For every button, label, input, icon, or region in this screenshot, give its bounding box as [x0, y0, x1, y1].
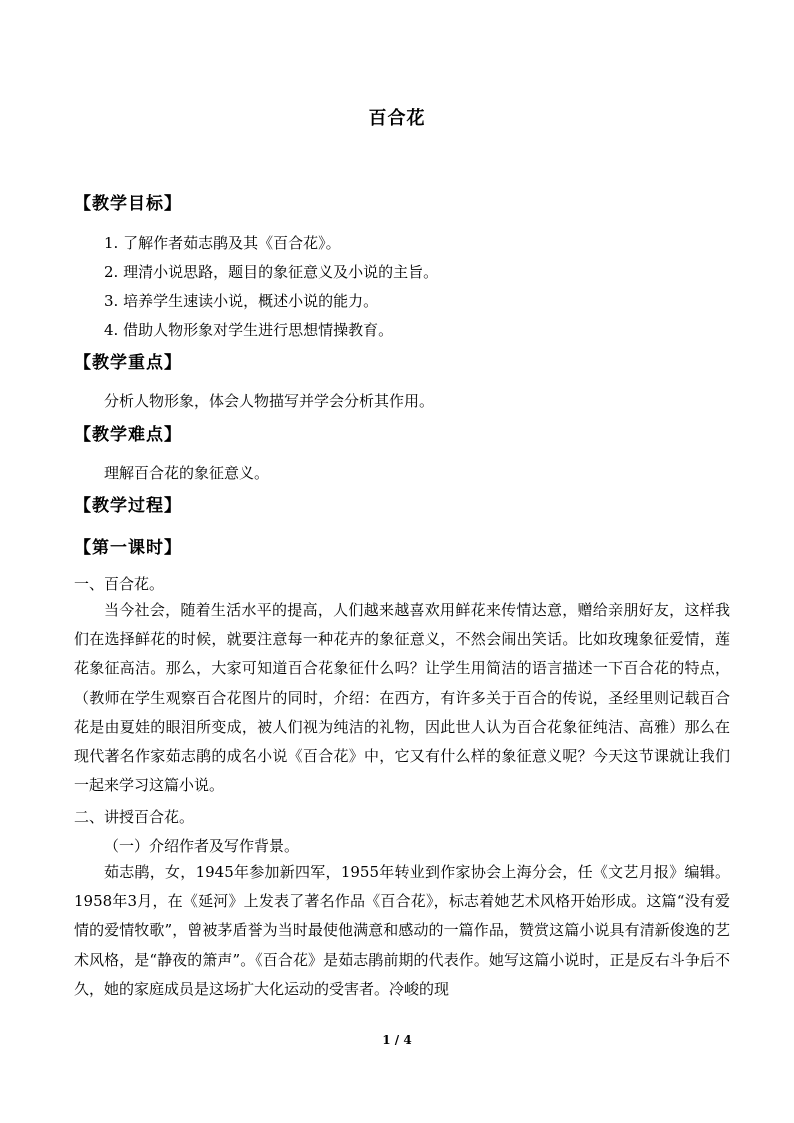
heading-teaching-process: 【教学过程】 — [74, 496, 182, 516]
goal-item-4: 4. 借助人物形象对学生进行思想情操教育。 — [104, 321, 394, 339]
page-indicator: 1 / 4 — [382, 1033, 412, 1047]
goal-item-1: 1. 了解作者茹志鹃及其《百合花》。 — [104, 234, 341, 252]
part1-heading: 一、百合花。 — [74, 575, 165, 593]
heading-difficulties: 【教学难点】 — [74, 425, 182, 445]
part2-sub-heading: （一）介绍作者及写作背景。 — [104, 837, 300, 855]
heading-first-lesson: 【第一课时】 — [74, 538, 182, 558]
key-points-text: 分析人物形象，体会人物描写并学会分析其作用。 — [104, 392, 435, 410]
part2-paragraph: 茹志鹃，女，1945年参加新四军，1955年转业到作家协会上海分会，任《文艺月报》编辑。1958年3月，在《延河》上发表了著名作品《百合花》，标志着她艺术风格开始形成。这篇“没有爱情的爱情牧歌”，曾被茅盾誉为当时最使他满意和感动的一篇作品，赞赏这篇小说具有清新俊逸的艺术风格，是“静夜的箫声”。《百合花》是茹志鹃前期的代表作。她写这篇小说时，正是反右斗争后不久，她的家庭成员是这场扩大化运动的受害者。冷峻的现 — [74, 863, 730, 998]
goal-item-2: 2. 理清小说思路，题目的象征意义及小说的主旨。 — [104, 263, 439, 281]
heading-key-points: 【教学重点】 — [74, 353, 182, 373]
part2-heading: 二、讲授百合花。 — [74, 808, 195, 826]
goal-item-3: 3. 培养学生速读小说，概述小说的能力。 — [104, 292, 379, 310]
part1-paragraph: 当今社会，随着生活水平的提高，人们越来越喜欢用鲜花来传情达意，赠给亲朋好友，这样我们在选择鲜花的时候，就要注意每一种花卉的象征意义，不然会闹出笑话。比如玫瑰象征爱情，莲花象征高洁。那么，大家可知道百合花象征什么吗？让学生用简洁的语言描述一下百合花的特点，（教师在学生观察百合花图片的同时，介绍：在西方，有许多关于百合的传说，圣经里则记载百合花是由夏娃的眼泪所变成，被人们视为纯洁的礼物，因此世人认为百合花象征纯洁、高雅）那么在现代著名作家茹志鹃的成名小说《百合花》中，它又有什么样的象征意义呢？今天这节课就让我们一起来学习这篇小说。 — [74, 601, 730, 795]
heading-teaching-goals: 【教学目标】 — [74, 194, 182, 214]
difficulties-text: 理解百合花的象征意义。 — [104, 464, 270, 482]
document-title: 百合花 — [368, 108, 426, 129]
